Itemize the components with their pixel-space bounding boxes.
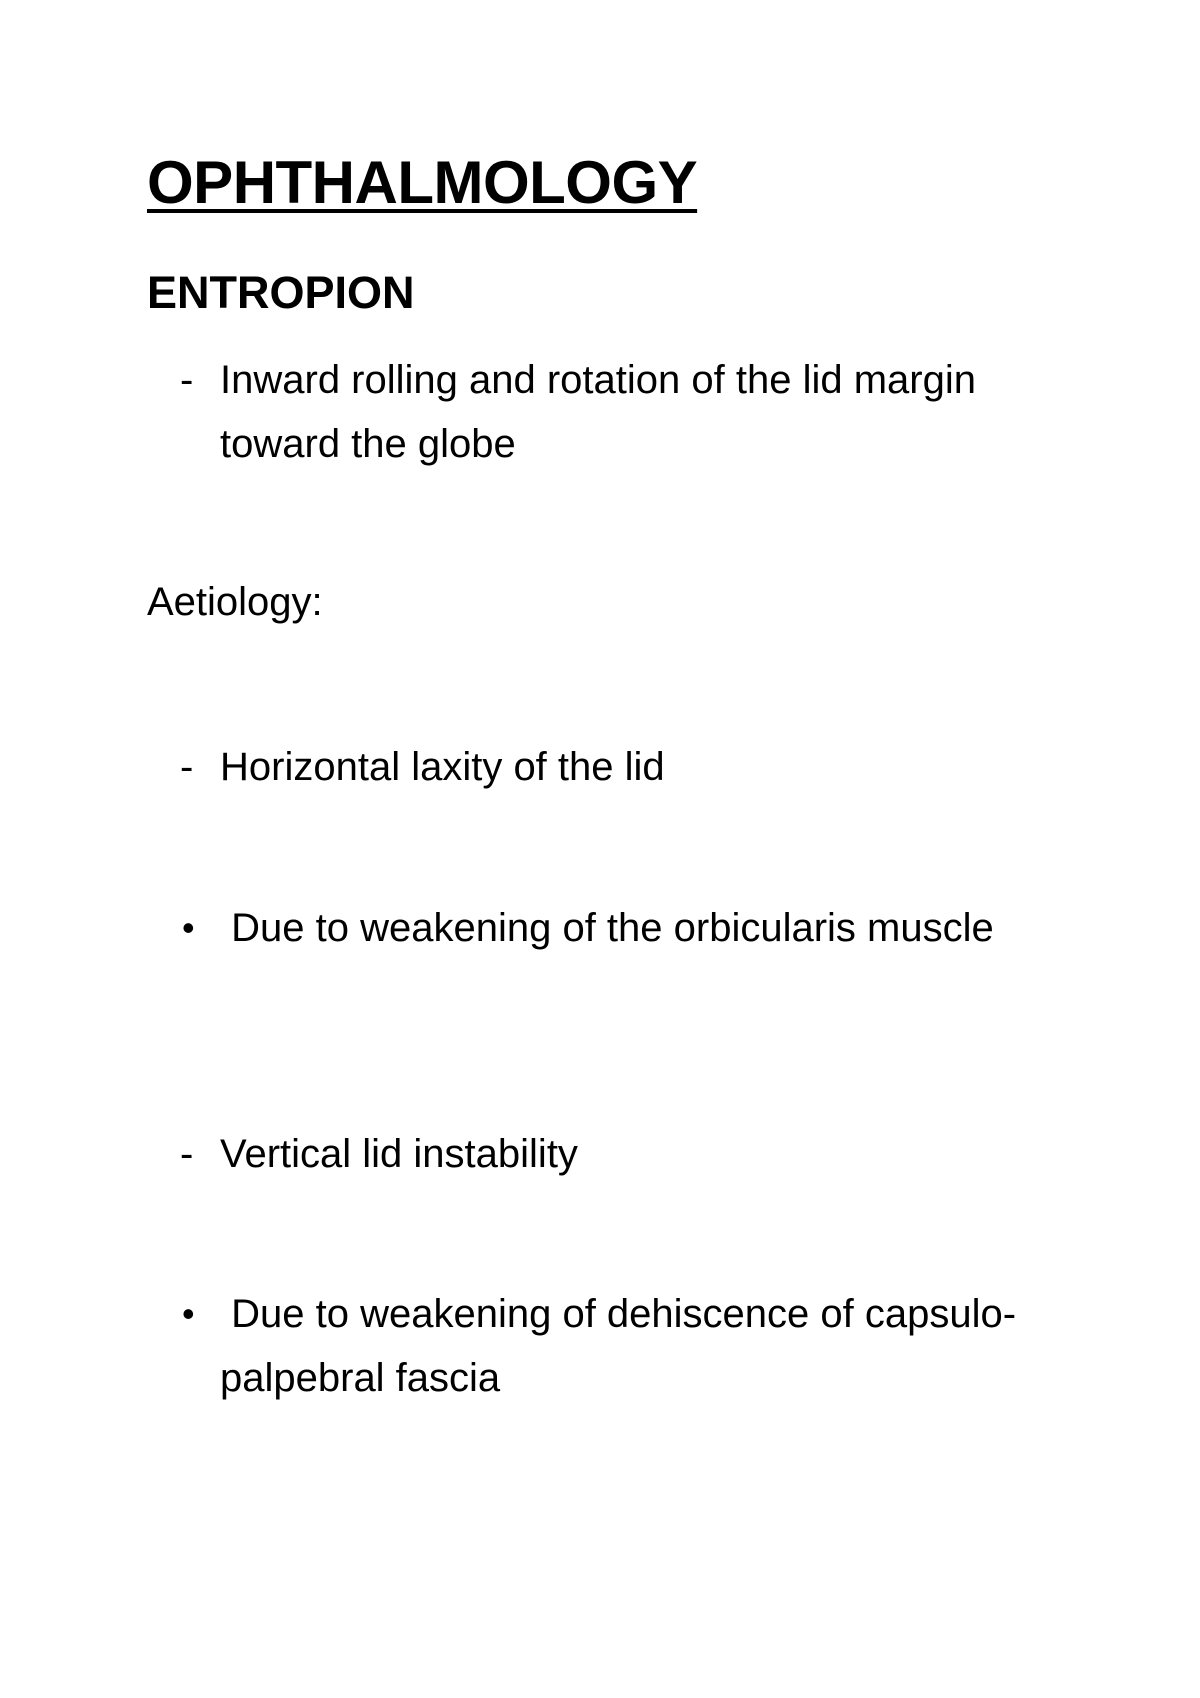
page-title: OPHTHALMOLOGY: [147, 149, 698, 216]
bullet-marker: •: [182, 1293, 195, 1334]
list-item-text: Vertical lid instability: [220, 1132, 578, 1176]
list-item-text: Due to weakening of dehiscence of capsulo-palpebral fascia: [220, 1292, 1017, 1400]
definition-text: Inward rolling and rotation of the lid margin toward the globe: [220, 358, 976, 466]
aetiology-label: Aetiology:: [147, 580, 323, 624]
definition-item: [180, 348, 1080, 476]
section-heading: ENTROPION: [147, 267, 415, 318]
dash-marker: -: [180, 358, 194, 402]
bullet-marker: •: [182, 907, 195, 948]
list-item-text: Horizontal laxity of the lid: [220, 745, 665, 789]
dash-marker: -: [180, 745, 194, 789]
list-item-text: Due to weakening of the orbicularis muscle: [220, 906, 994, 950]
list-item: [180, 1282, 1080, 1410]
dash-marker: -: [180, 1132, 194, 1176]
list-item: [180, 1122, 1080, 1186]
list-item: [180, 735, 1080, 799]
list-item: [180, 896, 1080, 960]
